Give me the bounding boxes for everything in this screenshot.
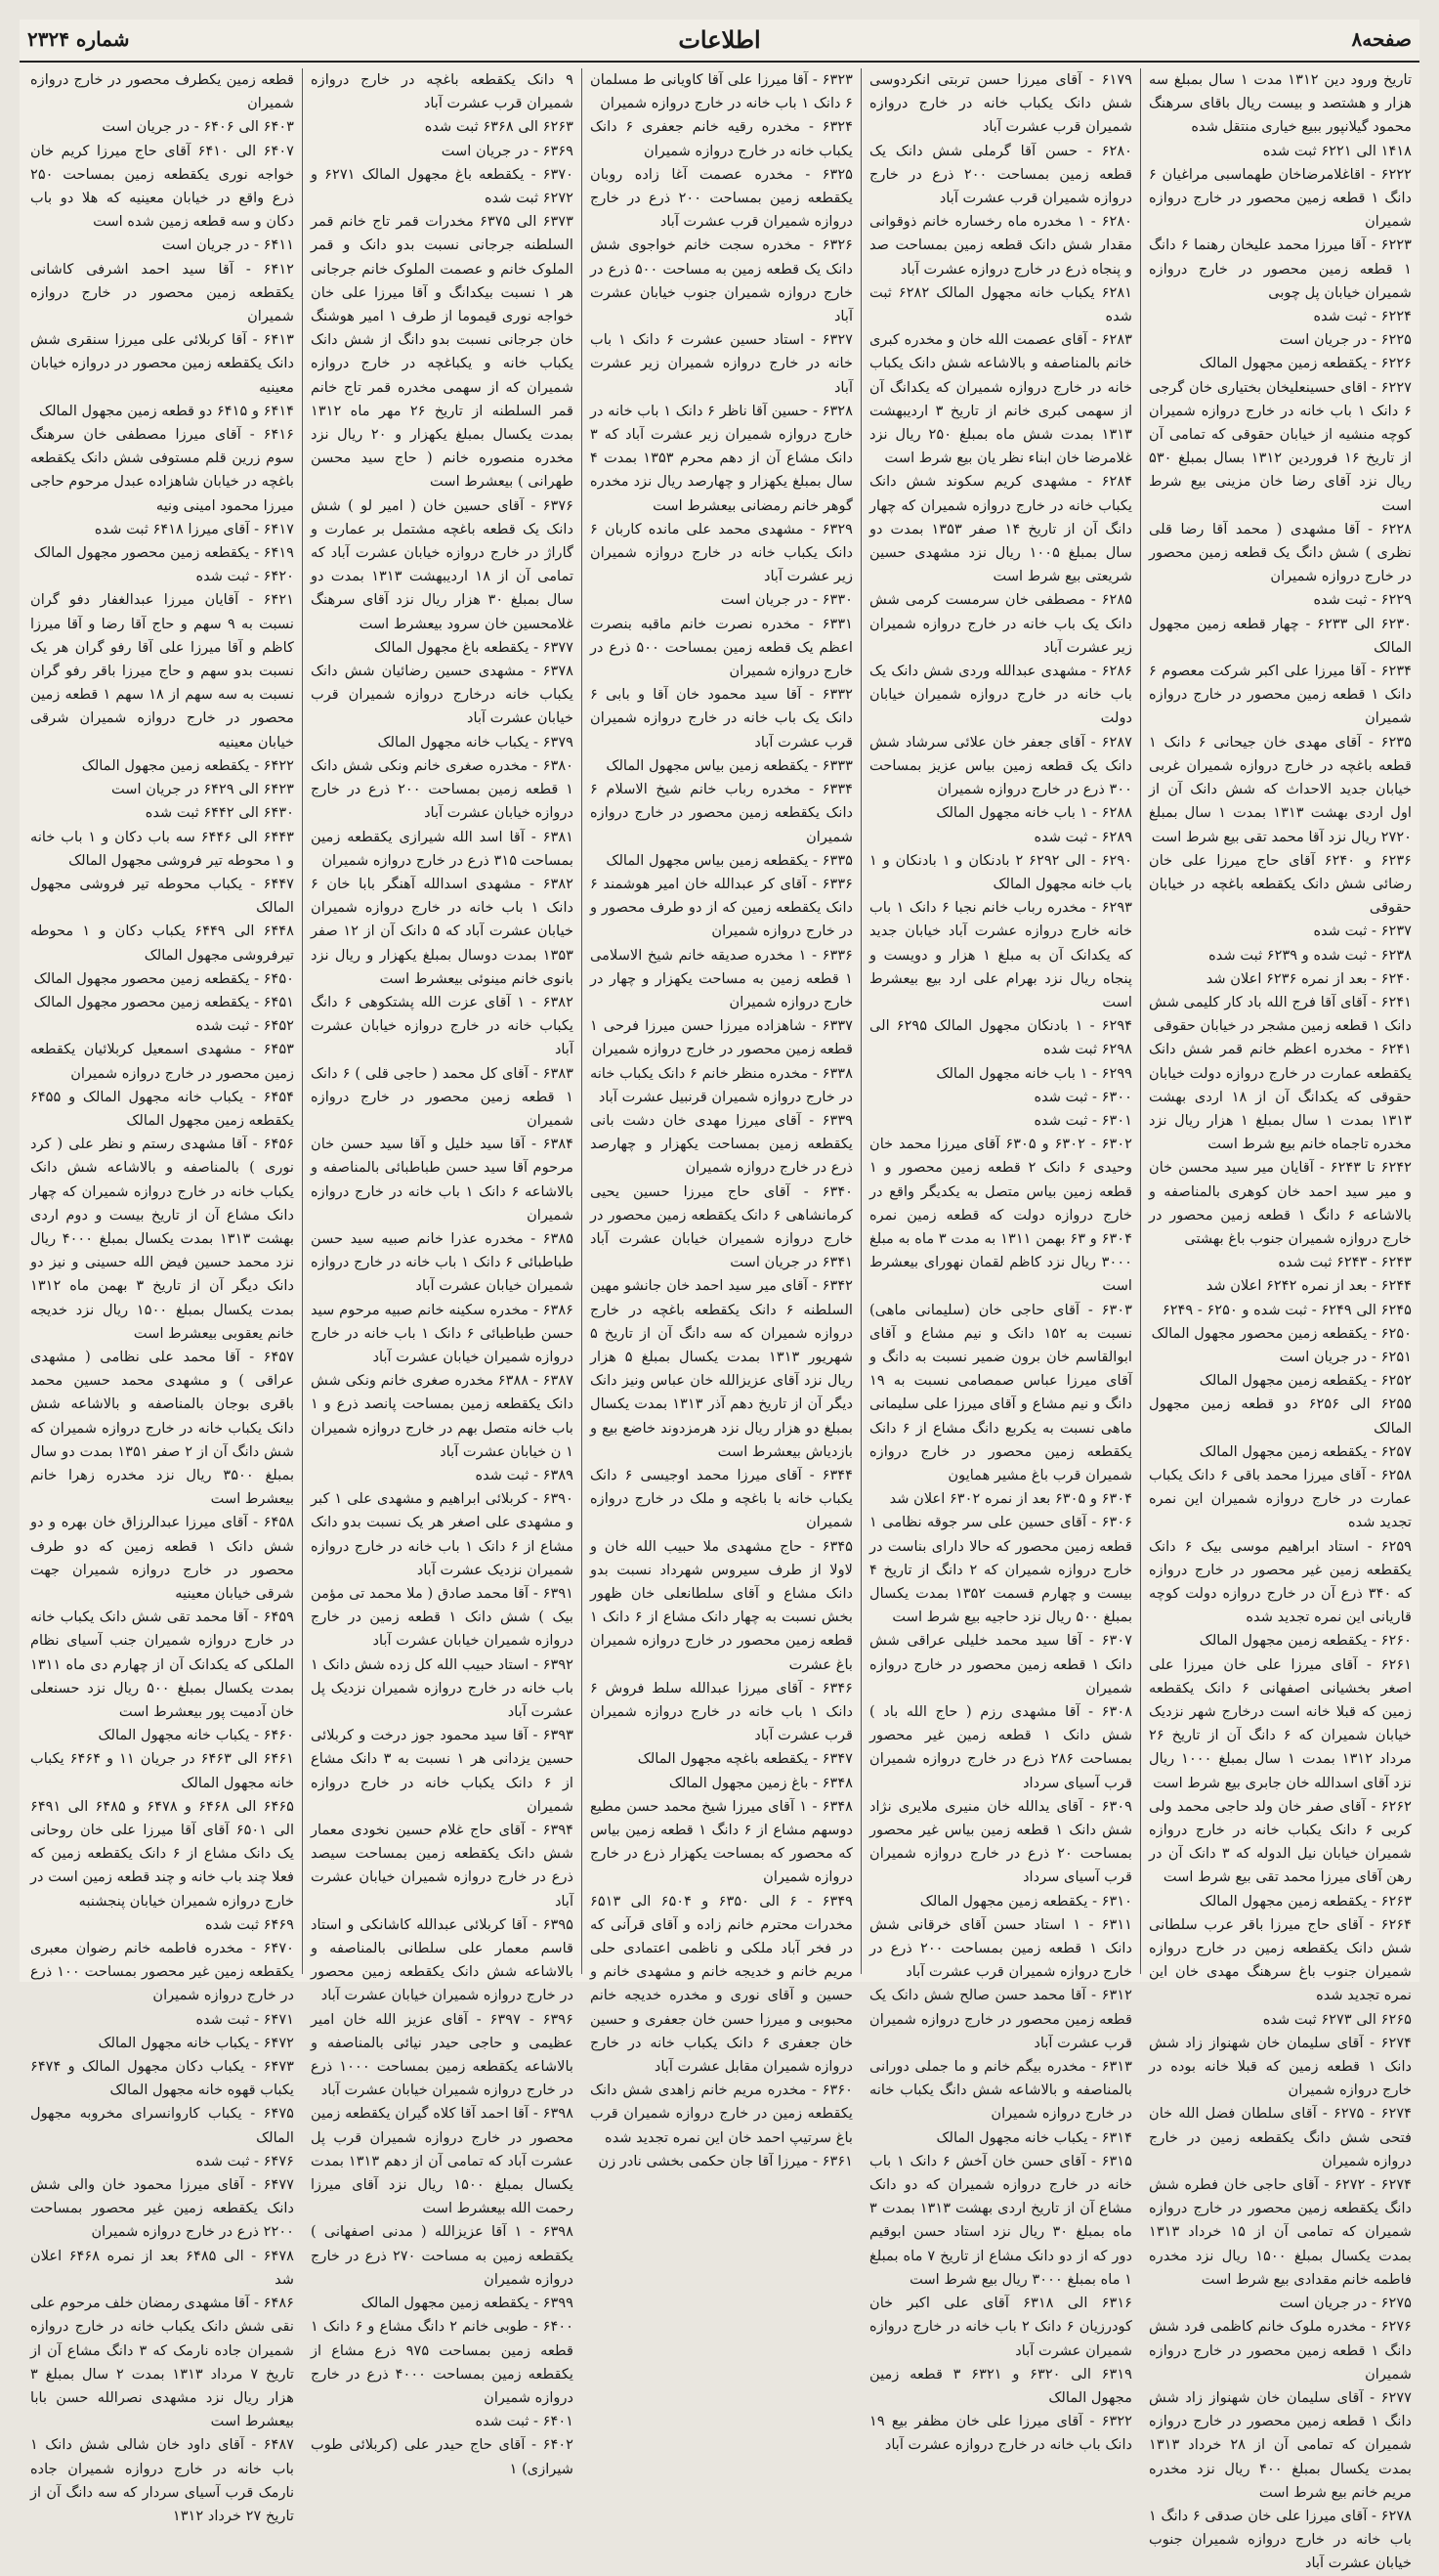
registry-entry: ۶۳۲۸ - حسین آقا ناظر ۶ دانک ۱ باب خانه در خارج دروازه شمیران زیر عشرت آباد که ۳ دانک مشاع آن از دهم محرم ۱۳۵۳ بمدت ۴ سال بمبلغ یکهزار و چهارصد ریال نزد مخدره گوهر خانم رمضانی بیعشرط است [590,402,853,514]
registry-entry: ۶۴۲۲ - یکقطعه زمین مجهول المالک [81,756,294,774]
registry-entry: ۶۲۲۸ - آقا مشهدی ( محمد آقا رضا قلی نظری ) شش دانگ یک قطعه زمین محصور در خارج دروازه شمیران [1149,520,1412,585]
registry-entry: ۶۳۷۰ - یکقطعه باغ مجهول المالک ۶۲۷۱ و ۶۲۷۲ ثبت شده [311,165,573,207]
registry-entry: ۶۲۷۶ - مخدره ملوک خانم کاظمی فرد شش دانگ ۱ قطعه زمین محصور در خارج دروازه شمیران [1149,2318,1413,2383]
registry-entry: ۶۳۳۹ - آقای میرزا مهدی خان دشت بانی یکقطعه زمین بمساحت یکهزار و چهارصد ذرع در خارج دروازه شمیران [590,1111,853,1177]
registry-entry: ۶۴۲۱ - آقایان میرزا عبدالغفار دفو گران نسبت به ۹ سهم و حاج آقا رضا و آقا میرزا کاظم و آقا میرزا علی آقا رفو گران هر یک نسبت بدو سهم و حاج میرزا باقر رفو گران نسبت به سه سهم از ۱۸ سهم ۱ قطعه زمین محصور در خارج دروازه شمیران شرقی خیابان معینیه [30,591,295,751]
registry-entry: ۶۲۵۷ - یکقطعه زمین مجهول المالک [1199,1442,1412,1460]
registry-entry: ۶۳۸۷ - ۶۳۸۸ مخدره صغری خانم ونکی شش دانک یکقطعه زمین بمساحت پانصد ذرع و ۱ باب خانه متصل بهم در خارج دروازه شمیران ۱ ن خیابان عشرت آباد [311,1372,573,1460]
registry-entry: ۶۴۵۰ - یکقطعه زمین محصور مجهول المالک [33,969,294,987]
registry-entry: ۶۳۲۹ - مشهدی محمد علی مانده کاربان ۶ دانک یکباب خانه در خارج دروازه شمیران زیر عشرت آباد [590,520,853,585]
registry-entry: ۱۴۱۸ الی ۶۲۲۱ ثبت شده [1262,142,1412,159]
registry-entry: ۶۲۳۸ - ثبت شده و ۶۲۳۹ ثبت شده [1208,946,1412,964]
registry-entry: ۶۳۶۹ - در جریان است [441,142,573,159]
registry-entry: ۶۴۴۸ الی ۶۴۴۹ یکباب دکان و ۱ محوطه تیرفروشی مجهول المالک [30,923,294,964]
registry-entry: ۶۴۰۷ الی ۶۴۱۰ آقای حاج میرزا کریم خان خواجه نوری یکقطعه زمین بمساحت ۲۵۰ ذرع واقع در خیابان معینیه که هلا دو باب دکان و سه قطعه زمین شده است [30,142,294,231]
registry-entry: ۶۳۰۶ - آقای حسین علی سر جوقه نظامی ۱ قطعه زمین محصور که حالا دارای بناست در خارج دروازه شمیران که ۲ دانگ از تاریخ ۴ بیست و چهارم قسمت ۱۳۵۲ بمدت یکسال بمبلغ ۵۰۰ ریال نزد حاجیه بیع شرط است [869,1514,1132,1626]
registry-entry: ۶۲۷۵ - در جریان است [1279,2295,1412,2312]
registry-entry: ۶۲۹۹ - ۱ باب خانه مجهول المالک [936,1064,1132,1082]
registry-entry: ۶۳۳۸ - مخدره منظر خانم ۶ دانک یکباب خانه در خارج دروازه شمیران قرنبیل عشرت آباد [590,1064,853,1105]
registry-entry: ۶۴۵۷ - آقا محمد علی نظامی ( مشهدی عراقی ) و مشهدی محمد حسین محمد باقری بوجان بالمناصفه و بالاشاعه شش دانک یکباب خانه در خارج دروازه شمیران که شش دانگ آن از ۲ صفر ۱۳۵۱ بمدت دو سال بمبلغ ۳۵۰۰ ریال نزد مخدره زهرا خانم بیعشرط است [30,1348,294,1508]
registry-entry: ۶۳۰۷ - آقا سید محمد خلیلی عراقی شش دانک ۱ قطعه زمین محصور در خارج دروازه شمیران [869,1632,1133,1696]
registry-entry: ۶۴۱۹ - یکقطعه زمین محصور مجهول المالک [33,544,294,562]
registry-entry: ۹ دانک یکقطعه باغچه در خارج دروازه شمیران قرب عشرت آباد [311,71,573,112]
registry-entry: ۶۴۳۰ الی ۶۴۴۲ ثبت شده [145,804,294,822]
registry-entry: ۶۳۳۳ - یکقطعه زمین بیاس مجهول المالک [606,756,853,774]
newspaper-title: اطلاعات [678,25,761,54]
registry-entry: ۶۳۲۶ - مخدره سجت خانم خواجوی شش دانک یک قطعه زمین به مساحت ۵۰۰ ذرع در خارج دروازه شمیران جنوب خیابان عشرت آباد [590,236,853,325]
registry-entry: ۶۲۴۰ - بعد از نمره ۶۲۳۶ اعلان شد [1206,969,1412,987]
registry-entry: ۶۳۳۶ - ۱ مخدره صدیقه خانم شیخ الاسلامی ۱ قطعه زمین به مساحت یکهزار و چهار در خارج دروازه شمیران [590,946,853,1010]
registry-entry: ۶۲۷۴ - آقای سلیمان خان شهنواز زاد شش دانک ۱ قطعه زمین که قبلا خانه بوده در خارج دروازه شمیران [1149,2034,1412,2099]
registry-entry: ۶۳۷۹ - یکباب خانه مجهول المالک [377,733,573,751]
registry-entry: ۶۳۸۱ - آقا اسد الله شیرازی یکقطعه زمین بمساحت ۳۱۵ ذرع در خارج دروازه شمیران [311,828,573,869]
registry-entry: ۶۲۲۲ - اقاغلامرضاخان طهماسبی مراغیان ۶ دانگ ۱ قطعه زمین محصور در خارج دروازه شمیران [1149,165,1413,231]
registry-entry: ۶۳۴۹ - ۶ الی ۶۳۵۰ و ۶۵۰۴ الی ۶۵۱۳ مخدرات محترم خانم زاده و آقای قرآنی که در فخر آباد ملکی و ناظمی اعتمادی حلی مریم خانم و خدیجه خانم و مشهدی خانم و حسین و آقای نوری و مخدره خدیجه خانم محبوبی و میرزا حسن خان جعفری و حسین خان جعفری ۶ دانک یکباب خانه در خارج دروازه شمیران مقابل عشرت آباد [590,1892,853,2076]
registry-entry: ۶۴۷۰ - مخدره فاطمه خانم رضوان معبری یکقطعه زمین غیر محصور بمساحت ۱۰۰ ذرع در خارج دروازه شمیران [30,1940,294,2004]
text-column [302,68,581,2477]
registry-entry: ۶۳۹۱ - آقا محمد صادق ( ملا محمد تی مؤمن بیک ) شش دانک ۱ قطعه زمین در خارج دروازه شمیران خیابان عشرت آباد [311,1585,573,1650]
registry-entry: ۶۲۶۳ الی ۶۳۶۸ ثبت شده [424,118,573,136]
registry-entry: ۶۲۷۴ - ۶۲۷۵ - آقای سلطان فضل الله خان فتحی شش دانگ یکقطعه زمین در خارج دروازه شمیران [1149,2105,1412,2169]
registry-entry: ۶۲۸۷ - آقای جعفر خان علائی سرشاد شش دانک یک قطعه زمین بیاس عزیز بمساحت ۳۰۰ ذرع در خارج دروازه شمیران [869,733,1132,798]
registry-entry: ۶۴۵۶ - آقا مشهدی رستم و نظر علی ( کرد نوری ) بالمناصفه و بالاشاعه شش دانک یکباب خانه در خارج دروازه شمیران که چهار دانک مشاع آن از تاریخ بیست و دوم اردی بهشت ۱۳۱۳ بمدت یکسال بمبلغ ۴۰۰۰ ریال نزد محمد حسین فیض الله حسینی و نیز دو دانک دیگر آن از تاریخ ۳ بهمن ماه ۱۳۱۲ بمدت یکسال بمبلغ ۱۵۰۰ ریال نزد خدیجه خانم یعقوبی بیعشرط است [30,1136,294,1342]
registry-entry: ۶۳۰۱ - ثبت شده [1034,1111,1132,1129]
registry-entry: ۶۲۴۴ - بعد از نمره ۶۲۴۲ اعلان شد [1206,1277,1412,1295]
registry-entry: ۶۴۲۳ الی ۶۴۲۹ در جریان است [110,781,294,798]
registry-entry: ۶۳۹۳ - آقا سید محمود جوز درخت و کربلائی حسین یزدانی هر ۱ نسبت به ۳ دانک مشاع از ۶ دانک یکباب خانه در خارج دروازه شمیران [311,1727,573,1815]
registry-entry: ۶۴۷۲ - یکباب خانه مجهول المالک [98,2034,294,2051]
registry-entry: ۶۳۰۳ - آقای حاجی خان (سلیمانی ماهی) نسبت به ۱۵۲ دانک و نیم مشاع و آقای ابوالقاسم خان برون ضمیر نسبت به دانگ و آقای میرزا عباس صمصامی نسبت به ۱۹ دانگ و نیم مشاع و آقای میرزا علی سلیمانی ماهی نسبت به یکربع دانگ مشاع از ۶ دانک یکقطعه زمین محصور در خارج دروازه شمیران قرب باغ مشیر همایون [869,1301,1132,1483]
registry-entry: ۶۴۷۳ - یکباب دکان مجهول المالک و ۶۴۷۴ یکباب قهوه خانه مجهول المالک [30,2058,294,2099]
registry-entry: ۶۳۱۶ الی ۶۳۱۸ آقای علی اکبر خان کودرزیان ۶ دانک ۲ باب خانه در خارج دروازه شمیران عشرت آباد [869,2295,1132,2359]
text-column [1140,68,1419,2572]
registry-entry: ۶۴۱۴ و ۶۴۱۵ دو قطعه زمین مجهول المالک [39,402,294,419]
registry-entry: ۶۴۵۹ - آقا محمد تقی شش دانک یکباب خانه در خارج دروازه شمیران جنب آسیای نظام الملکی که یکدانک آن از چهارم دی ماه ۱۳۱۱ بمدت یکسال بمبلغ ۵۰۰ ریال نزد حسنعلی خان آدمیت پور بیعشرط است [30,1609,294,1721]
registry-entry: ۶۴۶۰ - یکباب خانه مجهول المالک [98,1727,294,1744]
registry-entry: ۶۴۵۸ - آقای میرزا عبدالرزاق خان بهره و دو شش دانک ۱ قطعه زمین که دو طرف محصور در خارج دروازه شمیران جهت شرقی خیابان معینیه [30,1514,294,1602]
registry-entry: ۶۳۹۲ - استاد حبیب الله کل زده شش دانک ۱ باب خانه در خارج دروازه شمیران نزدیک پل عشرت آباد [311,1655,573,1721]
registry-entry: ۶۲۸۰ - ۱ مخدره ماه رخساره خانم ذوقوانی مقدار شش دانک قطعه زمین بمساحت صد و پنجاه ذرع در خارج دروازه عشرت آباد [869,213,1132,278]
registry-entry: ۶۳۲۷ - استاد حسین عشرت ۶ دانک ۱ باب خانه در خارج دروازه شمیران زیر عشرت آباد [590,331,853,396]
registry-entry: ۶۳۱۳ - مخدره بیگم خانم و ما جملی دورانی بالمناصفه و بالاشاعه شش دانگ یکباب خانه در خارج دروازه شمیران [869,2058,1132,2123]
registry-entry: ۶۲۸۸ - ۱ باب خانه مجهول المالک [936,804,1132,822]
registry-entry: ۶۲۲۹ - ثبت شده [1313,591,1412,609]
registry-entry: ۶۳۲۳ - آقا میرزا علی آقا کاویانی ط مسلمان ۶ دانک ۱ باب خانه در خارج دروازه شمیران [590,71,853,112]
page-header [20,20,1419,63]
registry-entry: ۶۴۰۰ - طوبی خانم ۲ دانگ مشاع و ۶ دانک ۱ قطعه زمین بمساحت ۹۷۵ ذرع مشاع از یکقطعه زمین بمساحت ۴۰۰۰ ذرع در خارج دروازه شمیران [311,2318,573,2406]
registry-entry: ۶۲۴۵ الی ۶۲۴۹ - ثبت شده و ۶۲۵۰ - ۶۲۴۹ [1162,1301,1412,1318]
registry-entry: ۶۲۵۸ - آقای میرزا محمد باقی ۶ دانک یکباب عمارت در خارج دروازه شمیران این نمره تجدید شده [1149,1466,1412,1531]
registry-entry: ۶۳۸۳ - آقای کل محمد ( حاجی قلی ) ۶ دانک ۱ قطعه زمین محصور در خارج دروازه شمیران [311,1064,573,1129]
registry-entry: ۶۴۷۵ - یکباب کاروانسرای مخروبه مجهول المالک [30,2105,294,2146]
registry-entry: ۶۴۵۴ - یکباب خانه مجهول المالک و ۶۴۵۵ یکقطعه زمین مجهول المالک [30,1088,294,1129]
registry-entry: ۶۳۶۱ - میرزا آقا جان حکمی بخشی نادر زن [598,2152,853,2169]
registry-entry: ۶۳۱۴ - یکباب خانه مجهول المالک [936,2128,1132,2146]
registry-entry: ۶۳۲۵ - مخدره عصمت آغا زاده روبان یکقطعه زمین بمساحت ۲۰۰ ذرع در خارج دروازه شمیران قرب عشرت آباد [590,165,853,231]
registry-entry: ۶۳۳۱ - مخدره نصرت خانم ماقبه بنصرت اعظم یک قطعه زمین بمساحت ۵۰۰ ذرع در خارج دروازه شمیران [590,615,853,680]
registry-entry: ۶۴۸۶ - آقا مشهدی رمضان خلف مرحوم علی نقی شش دانک یکباب خانه در خارج دروازه شمیران جاده نارمک که ۳ دانگ مشاع آن از تاریخ ۷ مرداد ۱۳۱۳ بمدت ۲ سال بمبلغ ۳ هزار ریال نزد مشهدی نصرالله حسن بابا بیعشرط است [30,2295,294,2430]
registry-entry: ۶۴۶۹ ثبت شده [205,1915,294,1933]
registry-entry: ۶۳۰۹ - آقای یدالله خان منیری ملایری نژاد شش دانک ۱ قطعه زمین بیاس غیر محصور بمساحت ۲۰ ذرع در خارج دروازه شمیران قرب آسیای سرداد [869,1797,1132,1886]
registry-entry: ۶۲۶۴ - آقای حاج میرزا باقر عرب سلطانی شش دانک یکقطعه زمین در خارج دروازه شمیران جنوب باغ سرهنگ مهدی خان این نمره تجدید شده [1149,1915,1412,2004]
registry-entry: ۶۳۳۵ - یکقطعه زمین بیاس مجهول المالک [606,851,853,869]
registry-entry: ۶۳۷۶ - آقای حسین خان ( امیر لو ) شش دانک یک قطعه باغچه مشتمل بر عمارت و گاراژ در خارج دروازه خیابان عشرت آباد که تمامی آن از ۱۸ اردیبهشت ۱۳۱۳ بمدت دو سال بمبلغ ۳۰ هزار ریال نزد آقای سرهنگ غلامحسین خان سرود بیعشرط است [311,496,574,632]
registry-entry: ۶۲۹۴ - ۱ بادنکان مجهول المالک ۶۲۹۵ الی ۶۲۹۸ ثبت شده [869,1017,1132,1058]
registry-entry: ۶۳۳۴ - مخدره رباب خانم شیخ الاسلام ۶ دانک یکقطعه زمین محصور در خارج دروازه شمیران [590,781,853,845]
registry-entry: ۶۳۲۲ - آقای میرزا علی خان مظفر بیع ۱۹ دانک باب خانه در خارج دروازه عشرت آباد [869,2413,1132,2454]
registry-entry: ۶۳۱۵ - آقای حسن خان آخش ۶ دانک ۱ باب خانه در خارج دروازه شمیران که دو دانک مشاع آن از تاریخ اردی بهشت ۱۳۱۳ بمدت ۳ ماه بمبلغ ۳۰ ریال نزد استاد حسن ابوقیم دور که از دو دانک مشاع از تاریخ ۷ ماه بمبلغ ۱ ماه بمبلغ ۳۰۰۰ ریال بیع شرط است [869,2152,1132,2288]
registry-entry: ۶۳۴۰ - آقای حاج میرزا حسین یحیی کرمانشاهی ۶ دانک یکقطعه زمین محصور در خارج دروازه شمیران خیابان عشرت آباد ۶۳۴۱ در جریان است [590,1182,853,1271]
page-number: صفحه۸ [1351,27,1412,51]
registry-entry: ۶۲۶۱ - آقای میرزا علی خان میرزا علی اصغر بخشیانی اصفهانی ۶ دانک یکقطعه زمین که قبلا خانه است درخارج شهر نزدیک خیابان شمیران که ۶ دانگ آن از تاریخ ۲۶ مرداد ۱۳۱۲ بمدت ۱ سال بمبلغ ۱۰۰۰ ریال نزد آقای اسدالله خان جابری بیع شرط است [1149,1655,1413,1791]
registry-entry: ۶۴۴۳ الی ۶۴۴۶ سه باب دکان و ۱ باب خانه و ۱ محوطه تیر فروشی مجهول المالک [30,828,294,869]
registry-entry: ۶۴۷۶ - ثبت شده [195,2152,294,2169]
registry-entry: ۶۳۸۹ - ثبت شده [475,1466,573,1483]
registry-entry: ۶۳۳۲ - آقا سید محمود خان آقا و بابی ۶ دانک یک باب خانه در خارج دروازه شمیران قرب عشرت آباد [590,686,853,751]
registry-entry: ۶۲۵۲ - یکقطعه زمین مجهول المالک [1199,1372,1412,1390]
registry-entry: ۶۳۸۶ - مخدره سکینه خانم صبیه مرحوم سید حسن طباطبائی ۶ دانک ۱ باب خانه در خارج دروازه شمیران خیابان عشرت آباد [311,1301,573,1365]
registry-entry: ۶۳۴۸ - ۱ آقای میرزا شیخ محمد حسن مطیع دوسهم مشاع از ۶ دانگ ۱ قطعه زمین بیاس که محصور که بمساحت یکهزار ذرع در خارج دروازه شمیران [590,1797,853,1886]
registry-entry: ۶۳۹۸ - ۱ آقا عزیزالله ( مدنی اصفهانی ) یکقطعه زمین به مساحت ۲۷۰ ذرع در خارج دروازه شمیران [311,2223,573,2288]
text-column [581,68,861,2169]
registry-entry: ۶۴۱۱ - در جریان است [161,236,294,254]
registry-entry: ۶۳۰۸ - آقا مشهدی رزم ( حاج الله باد ) شش دانک ۱ قطعه زمین غیر محصور بمساحت ۲۸۶ ذرع در خارج دروازه شمیران قرب آسیای سرداد [869,1703,1132,1791]
registry-entry: ۶۳۸۵ - مخدره عذرا خانم صبیه سید حسن طباطبائی ۶ دانک ۱ باب خانه در خارج دروازه شمیران خیابان عشرت آباد [311,1229,573,1295]
registry-entry: ۶۳۶۰ - مخدره مریم خانم زاهدی شش دانک یکقطعه زمین در خارج دروازه شمیران قرب باغ سرتیپ احمد خان این نمره تجدید شده [590,2082,853,2146]
registry-entry: ۶۳۹۰ - کربلائی ابراهیم و مشهدی علی ۱ کبر و مشهدی علی اصغر هر یک نسبت بدو دانک مشاع از ۶ دانک ۱ باب خانه در خارج دروازه شمیران نزدیک عشرت آباد [311,1490,573,1578]
registry-entry: ۶۳۱۱ - ۱ استاد حسن آقای خرقانی شش دانک ۱ قطعه زمین بمساحت ۲۰۰ ذرع در خارج دروازه شمیران قرب عشرت آباد [869,1915,1132,1981]
registry-entry: ۶۴۷۸ - الی ۶۴۸۵ بعد از نمره ۶۴۶۸ اعلان شد [30,2247,294,2288]
text-column [861,68,1140,2454]
registry-entry: ۶۳۴۲ - آقای میر سید احمد خان جانشو مهین السلطنه ۶ دانک یکقطعه باغچه در خارج دروازه شمیران که سه دانگ آن از تاریخ ۵ شهریور ۱۳۱۳ بمدت یکسال بمبلغ ۵ هزار ریال نزد آقای عزیزالله خان عباس ونیز دانک دیگر آن از تاریخ دهم آذر ۱۳۱۳ بمدت یکسال بمبلغ دو هزار ریال نزد هرمزدوند خاضع بیع و بازدیاش بیعشرط است [590,1277,853,1460]
registry-entry: ۶۲۸۰ - حسن آقا گرملی شش دانک یک قطعه زمین بمساحت ۲۰۰ ذرع در خارج دروازه شمیران قرب عشرت آباد [869,142,1132,207]
registry-entry: ۶۲۴۲ تا ۶۲۴۳ - آقایان میر سید محسن خان و میر سید احمد خان کوهری بالمناصفه و بالاشاعه ۶ دانگ ۱ قطعه زمین محصور در خارج دروازه شمیران جنوب باغ بهشتی [1149,1159,1412,1247]
registry-entry: ۶۳۴۷ - یکقطعه باغچه مجهول المالک [637,1750,853,1768]
registry-entry: ۶۴۷۷ - آقای میرزا محمود خان والی شش دانک یکقطعه زمین غیر محصور بمساحت ۲۲۰۰ ذرع در خارج دروازه شمیران [30,2176,294,2241]
registry-entry: ۶۳۱۰ - یکقطعه زمین مجهول المالک [919,1892,1132,1910]
registry-entry: ۶۳۹۸ - آقا احمد آقا کلاه گیران یکقطعه زمین محصور در خارج دروازه شمیران قرب پل عشرت آباد که تمامی آن از دهم ۱۳۱۳ بمدت یکسال بمبلغ ۱۵۰۰ ریال نزد آقای میرزا رحمت الله بیعشرط است [311,2105,573,2217]
registry-entry: ۶۳۹۴ - آقای حاج غلام حسین نخودی معمار شش دانک یکقطعه زمین بمساحت سیصد ذرع در خارج دروازه شمیران خیابان عشرت آباد [311,1822,573,1910]
registry-entry: ۶۲۸۹ - ثبت شده [1034,828,1132,845]
registry-entry: ۶۲۲۷ - اقای حسینعلیخان بختیاری خان گرجی ۶ دانک ۱ باب خانه در خارج دروازه شمیران کوچه منشیه از خیابان حقوقی که تمامی آن از تاریخ ۱۶ فروردین ۱۳۱۲ بسال بمبلغ ۵۳۰ ریال نزد آقای رضا خان مزینی بیع شرط است [1149,378,1412,514]
registry-entry: ۶۲۹۰ - الی ۶۲۹۲ ۲ بادنکان و ۱ بادنکان و ۱ باب خانه مجهول المالک [869,851,1133,892]
registry-entry: ۶۳۴۶ - آقای میرزا عبدالله سلط فروش ۶ دانک ۱ باب خانه در خارج دروازه شمیران قرب عشرت آباد [590,1679,853,1744]
registry-entry: ۶۲۹۳ - مخدره رباب خانم نجبا ۶ دانک ۱ باب خانه خارج دروازه عشرت آباد خیابان جدید که یکدانک آن به مبلغ ۱ هزار و دویست و پنجاه ریال نزد بهرام علی ارد بیع بیعشرط است [869,899,1132,1010]
registry-entry: ۶۲۴۱ - آقای آقا فرج الله باد کار کلیمی شش دانک ۱ قطعه زمین مشجر در خیابان حقوقی [1149,993,1412,1035]
registry-entry: ۶۲۴۳ - ۶۲۴۳ ثبت شده [1278,1254,1412,1271]
registry-entry: ۶۳۸۰ - مخدره صغری خانم ونکی شش دانک ۱ قطعه زمین بمساحت ۲۰۰ ذرع در خارج دروازه خیابان عشرت آباد [311,756,574,822]
registry-entry: ۶۲۲۶ - یکقطعه زمین مجهول المالک [1199,355,1412,372]
registry-entry: ۶۳۱۹ الی ۶۳۲۰ و ۶۳۲۱ ۳ قطعه زمین مجهول المالک [869,2365,1133,2406]
registry-entry: ۶۴۰۱ - ثبت شده [475,2413,573,2430]
registry-entry: ۶۳۸۴ - آقا سید خلیل و آقا سید حسن خان مرحوم آقا سید حسن طباطبائی بالمناصفه و بالاشاعه ۶ دانک ۱ باب خانه در خارج دروازه شمیران [311,1136,573,1224]
registry-entry: ۶۲۳۵ - آقای مهدی خان جیحانی ۶ دانک ۱ قطعه باغچه در خارج دروازه شمیران غربی خیابان جدید الاحداث که شش دانک آن از اول اردی بهشت ۱۳۱۳ بمدت ۱ سال بمبلغ ۲۷۲۰ ریال نزد آقا محمد تقی بیع شرط است [1149,733,1412,845]
registry-entry: قطعه زمین یکطرف محصور در خارج دروازه شمیران [30,71,294,112]
registry-entry: ۶۲۵۱ - در جریان است [1279,1348,1412,1365]
registry-entry: ۶۲۵۹ - استاد ابراهیم موسی بیک ۶ دانک یکقطعه زمین غیر محصور در خارج دروازه که ۳۴۰ ذرع آن در خارج دروازه دولت کوچه قاریانی این نمره تجدید شده [1149,1537,1412,1626]
newspaper-page [20,20,1419,2572]
registry-entry: ۶۲۲۳ - آقا میرزا محمد علیخان رهنما ۶ دانگ ۱ قطعه زمین محصور در خارج دروازه شمیران خیابان پل چوبی [1149,236,1412,301]
registry-entry: ۶۳۴۴ - آقای میرزا محمد اوجیسی ۶ دانک یکباب خانه با باغچه و ملک در خارج دروازه شمیران [590,1466,853,1531]
registry-entry: ۶۱۷۹ - آقای میرزا حسن تربتی انکردوسی شش دانک یکباب خانه در خارج دروازه شمیران قرب عشرت آباد [869,71,1132,136]
registry-entry: ۶۴۱۳ - آقا کربلائی علی میرزا سنقری شش دانک یکقطعه زمین محصور در دروازه خیابان معینیه [30,331,294,396]
columns-container [20,68,1419,2572]
registry-entry: ۶۳۱۲ - آقا محمد حسن صالح شش دانک یک قطعه زمین محصور در خارج دروازه شمیران قرب عشرت آباد [869,1987,1132,2051]
registry-entry: ۶۳۹۹ - یکقطعه زمین مجهول المالک [360,2295,573,2312]
registry-entry: ۶۲۳۰ الی ۶۲۳۳ - چهار قطعه زمین مجهول المالک [1149,615,1412,656]
registry-entry: ۶۴۲۰ - ثبت شده [195,568,294,585]
registry-entry: ۶۳۷۸ - مشهدی حسین رضائیان شش دانک یکباب خانه درخارج دروازه شمیران قرب خیابان عشرت آباد [311,663,573,727]
registry-entry: ۶۴۵۳ - مشهدی اسمعیل کربلائیان یکقطعه زمین محصور در خارج دروازه شمیران [30,1041,294,1082]
registry-entry: ۶۲۴۱ - مخدره اعظم خانم قمر شش دانک یکقطعه عمارت در خارج دروازه دولت خیابان حقوقی که یکدانگ آن از ۱۸ اردی بهشت ۱۳۱۳ بمدت ۱ سال بمبلغ ۱ هزار ریال نزد مخدره تاجماه خانم بیع شرط است [1149,1041,1412,1153]
registry-entry: ۶۳۸۲ - مشهدی اسدالله آهنگر بابا خان ۶ دانک ۱ باب خانه در خارج دروازه شمیران خیابان عشرت آباد که ۵ دانک آن از ۱۲ صفر ۱۳۵۳ بمدت دوسال بمبلغ یکهزار و ریال نزد بانوی خانم مینوئی بیعشرط است [311,875,573,987]
registry-entry: ۶۲۶۵ الی ۶۲۷۳ ثبت شده [1262,2010,1412,2028]
registry-entry: ۶۳۳۶ - آقای کر عبدالله خان امیر هوشمند ۶ دانک یکقطعه زمین که از دو طرف محصور و در خارج دروازه شمیران [590,875,853,940]
registry-entry: ۶۲۸۱ یکباب خانه مجهول المالک ۶۲۸۲ ثبت شده [869,283,1133,325]
registry-entry: ۶۳۷۳ الی ۶۳۷۵ مخدرات قمر تاج خانم قمر السلطنه جرجانی نسبت بدو دانک و قمر الملوک خانم و عصمت الملوک خانم جرجانی هر ۱ نسبت بیکدانگ و آقا میرزا علی خان خواجه نوری قیموما از طرف ۱ امیر هوشنگ خان جرجانی نسبت بدو دانگ از شش دانک یکباب خانه و یکباغچه در خارج دروازه شمیران که از سهمی مخدره قمر تاج خانم قمر السلطنه از تاریخ ۲۶ مهر ماه ۱۳۱۲ بمدت یکسال بمبلغ یکهزار و ۲۰ ریال نزد مخدره منصوره خانم ( حاج سید محسن طهرانی ) بیعشرط است [311,213,573,491]
registry-entry: ۶۳۹۶ - ۶۳۹۷ - آقای عزیز الله خان امیر عظیمی و حاجی حیدر نیائی بالمناصفه و بالاشاعه یکقطعه زمین بمساحت ۱۰۰۰ ذرع در خارج دروازه شمیران خیابان عشرت آباد [311,2010,573,2099]
registry-entry: ۶۳۰۰ - ثبت شده [1034,1088,1132,1105]
registry-entry: ۶۲۸۴ - مشهدی کریم سکوند شش دانک یکباب خانه در خارج دروازه شمیران که چهار دانگ آن از تاریخ ۱۴ صفر ۱۳۵۳ بمدت دو سال بمبلغ ۱۰۰۵ ریال نزد مشهدی حسین شریعتی بیع شرط است [869,473,1132,585]
registry-entry: ۶۳۳۰ - در جریان است [720,591,853,609]
registry-entry: ۶۲۵۵ الی ۶۲۵۶ دو قطعه زمین مجهول المالک [1149,1395,1412,1437]
registry-entry: ۶۲۸۳ - آقای عصمت الله خان و مخدره کبری خانم بالمناصفه و بالاشاعه شش دانک یکباب خانه در خارج دروازه شمیران که یکدانگ آن از سهمی کبری خانم از تاریخ ۳ اردیبهشت ۱۳۱۳ بمدت شش ماه بمبلغ ۲۵۰ ریال نزد غلامرضا خان ابناء نظر یان بیع شرط است [869,331,1132,467]
registry-entry: ۶۳۸۲ - ۱ آقای عزت الله پشتکوهی ۶ دانگ یکباب خانه در خارج دروازه خیابان عشرت آباد [311,993,573,1058]
registry-entry: ۶۴۸۷ - آقای داود خان شالی شش دانک ۱ باب خانه در خارج دروازه شمیران جاده نارمک قرب آسیای سردار که سه دانگ آن از تاریخ ۲۷ خرداد ۱۳۱۲ [30,2436,294,2524]
text-column [22,68,302,2524]
registry-entry: ۶۲۳۶ و ۶۲۴۰ آقای حاج میرزا علی خان رضائی شش دانک یکقطعه باغچه در خیابان حقوقی [1149,851,1412,917]
registry-entry: ۶۳۰۴ و ۶۳۰۵ بعد از نمره ۶۳۰۲ اعلان شد [889,1490,1132,1508]
registry-entry: تاریخ ورود دین ۱۳۱۲ مدت ۱ سال بمبلغ سه هزار و هشتصد و بیست ریال باقای سرهنگ محمود گیلانپور ببیع خیاری منتقل شده [1149,71,1413,136]
registry-entry: ۶۳۹۵ - آقا کربلائی عبدالله کاشانکی و استاد قاسم معمار علی سلطانی بالمناصفه و بالاشاعه شش دانک یکقطعه زمین محصور در خارج دروازه شمیران خیابان عشرت آباد [311,1915,573,2004]
registry-entry: ۶۲۶۰ - یکقطعه زمین مجهول المالک [1199,1632,1412,1650]
registry-entry: ۶۳۳۷ - شاهزاده میرزا حسن میرزا فرحی ۱ قطعه زمین محصور در خارج دروازه شمیران [590,1017,853,1058]
registry-entry: ۶۲۸۵ - مصطفی خان سرمست کرمی شش دانک یک باب خانه در خارج دروازه شمیران زیر عشرت آباد [869,591,1132,656]
registry-entry: ۶۴۰۲ - آقای حاج حیدر علی (کربلائی طوب شیرازی) ۱ [311,2436,573,2477]
registry-entry: ۶۴۱۲ - آقا سید احمد اشرفی کاشانی یکقطعه زمین محصور در خارج دروازه شمیران [30,260,294,325]
registry-entry: ۶۲۸۶ - مشهدی عبدالله وردی شش دانک یک باب خانه در خارج دروازه شمیران خیابان دولت [869,663,1132,727]
registry-entry: ۶۲۵۰ - یکقطعه زمین محصور مجهول المالک [1151,1324,1412,1342]
registry-entry: ۶۲۶۲ - آقای صفر خان ولد حاجی محمد ولی کربی ۶ دانک یکباب خانه در خارج دروازه شمیران خیابان نیل الدوله که ۳ دانک آن در رهن آقای میرزا محمد تقی بیع شرط است [1149,1797,1412,1886]
registry-entry: ۶۲۲۵ - در جریان است [1279,331,1412,349]
registry-entry: ۶۲۶۳ - یکقطعه زمین مجهول المالک [1199,1892,1412,1910]
registry-entry: ۶۴۰۳ الی ۶۴۰۶ - در جریان است [102,118,294,136]
registry-entry: ۶۳۰۲ - ۶۳۰۲ و ۶۳۰۵ آقای میرزا محمد خان وحیدی ۶ دانک ۲ قطعه زمین محصور و ۱ قطعه زمین بیاس متصل به یکدیگر واقع در خارج دروازه دولت که قطعه زمین نمره ۶۳۰۴ و ۶۳ بهمن ۱۳۱۱ به مدت ۳ ماه به مبلغ ۳۰۰۰ ریال نزد کاظم لقمان نهورای بیعشرط است [869,1136,1132,1295]
registry-entry: ۶۴۱۶ - آقای میرزا مصطفی خان سرهنگ سوم زرین قلم مستوفی شش دانک یکقطعه باغچه در خیابان شاهزاده عبدل مرحوم حاجی میرزا محمود امینی ونیه [30,426,294,514]
registry-entry: ۶۲۷۸ - آقای میرزا علی خان صدقی ۶ دانگ ۱ باب خانه در خارج دروازه شمیران جنوب خیابان عشرت آباد [1149,2507,1412,2572]
registry-entry: ۶۲۳۷ - ثبت شده [1313,923,1412,940]
registry-entry: ۶۳۴۸ - باغ زمین مجهول المالک [668,1774,853,1791]
registry-entry: ۶۴۴۷ - یکباب محوطه تیر فروشی مجهول المالک [30,875,294,917]
registry-entry: ۶۲۷۴ - ۶۲۷۲ - آقای حاجی خان فطره شش دانگ یکقطعه زمین محصور در خارج دروازه شمیران که تمامی آن از ۱۵ خرداد ۱۳۱۳ بمدت یکسال بمبلغ ۱۵۰۰ ریال نزد مخدره فاطمه خانم مقدادی بیع شرط است [1149,2176,1412,2288]
registry-entry: ۶۴۵۲ - ثبت شده [195,1017,294,1035]
registry-entry: ۶۳۲۴ - مخدره رقیه خانم جعفری ۶ دانک یکباب خانه در خارج دروازه شمیران [590,118,853,159]
registry-entry: ۶۴۱۷ - آقای میرزا ۶۴۱۸ ثبت شده [94,520,294,537]
registry-entry: ۶۴۶۵ الی ۶۴۶۸ و ۶۴۷۸ و ۶۴۸۵ الی ۶۴۹۱ الی ۶۵۰۱ آقای آقا میرزا علی خان روحانی یک دانک مشاع از ۶ دانک یکقطعه زمین که فعلا چند باب خانه و چند قطعه زمین است در خارج دروازه شمیران خیابان پنجشنبه [30,1797,295,1910]
registry-entry: ۶۴۵۱ - یکقطعه زمین محصور مجهول المالک [33,993,294,1010]
registry-entry: ۶۳۷۷ - یکقطعه باغ مجهول المالک [373,638,573,656]
issue-number: شماره ۲۳۲۴ [27,27,130,51]
registry-entry: ۶۳۴۵ - حاج مشهدی ملا حبیب الله خان و لاولا از طرف سیروس شهرداد نسبت بدو دانک مشاع و آقای سلطانعلی خان ظهور بخش نسبت به چهار دانک مشاع از ۶ دانک ۱ قطعه زمین محصور در خارج دروازه شمیران باغ عشرت [590,1537,853,1673]
registry-entry: ۶۴۶۱ الی ۶۴۶۳ در جریان ۱۱ و ۶۴۶۴ یکباب خانه مجهول المالک [30,1750,294,1791]
registry-entry: ۶۲۷۷ - آقای سلیمان خان شهنواز زاد شش دانگ ۱ قطعه زمین محصور در خارج دروازه شمیران که تمامی آن از ۲۸ خرداد ۱۳۱۳ بمدت یکسال بمبلغ ۴۰۰ ریال نزد مخدره مریم خانم بیع شرط است [1149,2388,1413,2501]
registry-entry: ۶۴۷۱ - ثبت شده [195,2010,294,2028]
registry-entry: ۶۲۲۴ - ثبت شده [1313,308,1412,325]
registry-entry: ۶۲۳۴ - آقا میرزا علی اکبر شرکت معصوم ۶ دانک ۱ قطعه زمین محصور در خارج دروازه شمیران [1149,663,1413,727]
